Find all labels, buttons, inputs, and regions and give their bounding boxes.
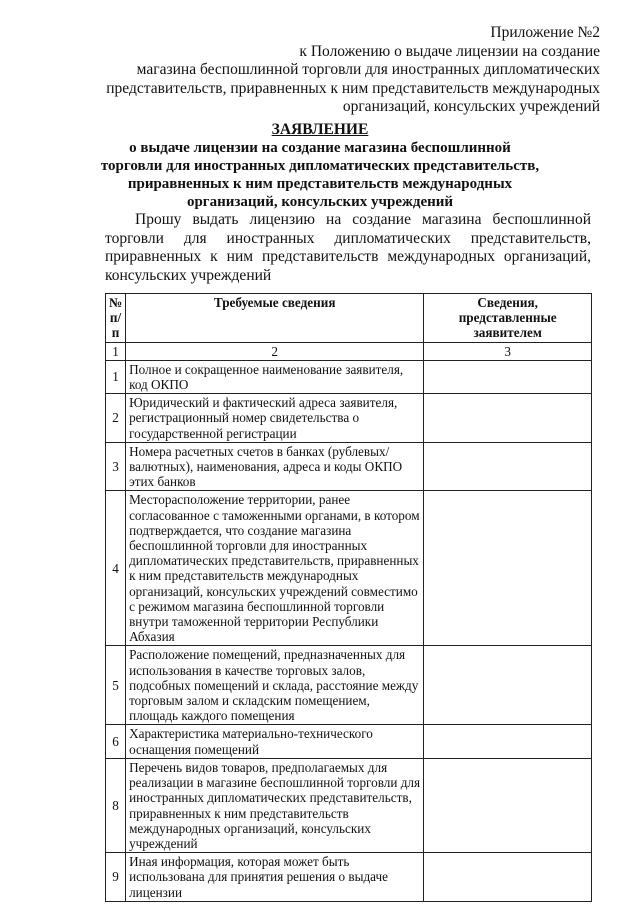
row-applicant-value[interactable] — [424, 360, 592, 393]
row-number: 6 — [106, 725, 126, 758]
table-row — [106, 442, 592, 491]
appendix-header — [80, 24, 600, 117]
title-sub-line: о выдаче лицензии на создание магазина беспошлинной — [129, 140, 511, 156]
row-number: 3 — [106, 442, 126, 491]
row-applicant-value[interactable] — [424, 853, 592, 902]
row-number: 8 — [106, 758, 126, 852]
row-number: 2 — [106, 394, 126, 443]
column-number: 2 — [126, 342, 424, 360]
title-sub-line: организаций, консульских учреждений — [186, 194, 454, 210]
row-number: 4 — [106, 491, 126, 646]
title-sub-line: приравненных к ним представительств международных — [127, 176, 513, 192]
table-row — [106, 758, 592, 852]
row-applicant-value[interactable] — [424, 442, 592, 491]
row-required-info: Месторасположение территории, ранее согласованное с таможенными органами, в котором подтверждается, что создание магазина беспошлинной торговли для иностранных дипломатических представительств, приравненных к ним представительств международных организаций, консульских учреждений совместимо с режимом магазина беспошлинной торговли внутри таможенной территории Республики Абхазия — [126, 491, 424, 646]
table-row — [106, 491, 592, 646]
header-number: № п/п — [106, 294, 126, 343]
row-required-info: Номера расчетных счетов в банках (рублевых/валютных), наименования, адреса и коды ОКПО этих банков — [126, 442, 424, 491]
row-required-info: Расположение помещений, предназначенных для использования в качестве торговых залов, подсобных помещений и склада, расстояние между торговым залом и складским помещением, площадь каждого помещения — [126, 646, 424, 725]
information-table — [105, 293, 592, 902]
table-row — [106, 394, 592, 443]
row-number: 1 — [106, 360, 126, 393]
row-number: 5 — [106, 646, 126, 725]
column-number-row — [106, 342, 592, 360]
document-title — [90, 121, 550, 211]
appendix-line: Приложение №2 — [490, 24, 600, 41]
row-required-info: Полное и сокращенное наименование заявителя, код ОКПО — [126, 360, 424, 393]
row-required-info: Иная информация, которая может быть использована для принятия решения о выдаче лицензии — [126, 853, 424, 902]
row-applicant-value[interactable] — [424, 725, 592, 758]
appendix-line: организаций, консульских учреждений — [342, 98, 600, 115]
table-header-row — [106, 294, 592, 343]
table-row — [106, 646, 592, 725]
row-applicant-value[interactable] — [424, 758, 592, 852]
appendix-line: к Положению о выдаче лицензии на создание — [299, 42, 600, 60]
appendix-line: магазина беспошлинной торговли для иностранных дипломатических — [136, 61, 600, 78]
row-required-info: Перечень видов товаров, предполагаемых для реализации в магазине беспошлинной торговли для иностранных дипломатических представительств, приравненных к ним представительств международных организаций, консульских учреждений — [126, 758, 424, 852]
request-paragraph: Прошу выдать лицензию на создание магазина беспошлинной торговли для иностранных дипломатических представительств, приравненных к ним представительств международных организаций, консульских учреждений — [105, 211, 591, 284]
column-number: 1 — [106, 342, 126, 360]
row-applicant-value[interactable] — [424, 491, 592, 646]
row-applicant-value[interactable] — [424, 394, 592, 443]
table-row — [106, 725, 592, 758]
column-number: 3 — [424, 342, 592, 360]
row-applicant-value[interactable] — [424, 646, 592, 725]
row-number: 9 — [106, 853, 126, 902]
header-applicant-info: Сведения, представленные заявителем — [424, 294, 592, 343]
header-required-info: Требуемые сведения — [126, 294, 424, 343]
title-sub-line: торговли для иностранных дипломатических представительств, — [100, 158, 540, 174]
table-row — [106, 853, 592, 902]
appendix-line: представительств, приравненных к ним представительств международных — [106, 79, 600, 97]
row-required-info: Характеристика материально-технического оснащения помещений — [126, 725, 424, 758]
row-required-info: Юридический и фактический адреса заявителя, регистрационный номер свидетельства о государственной регистрации — [126, 394, 424, 443]
title-main: ЗАЯВЛЕНИЕ — [271, 121, 369, 138]
table-row — [106, 360, 592, 393]
